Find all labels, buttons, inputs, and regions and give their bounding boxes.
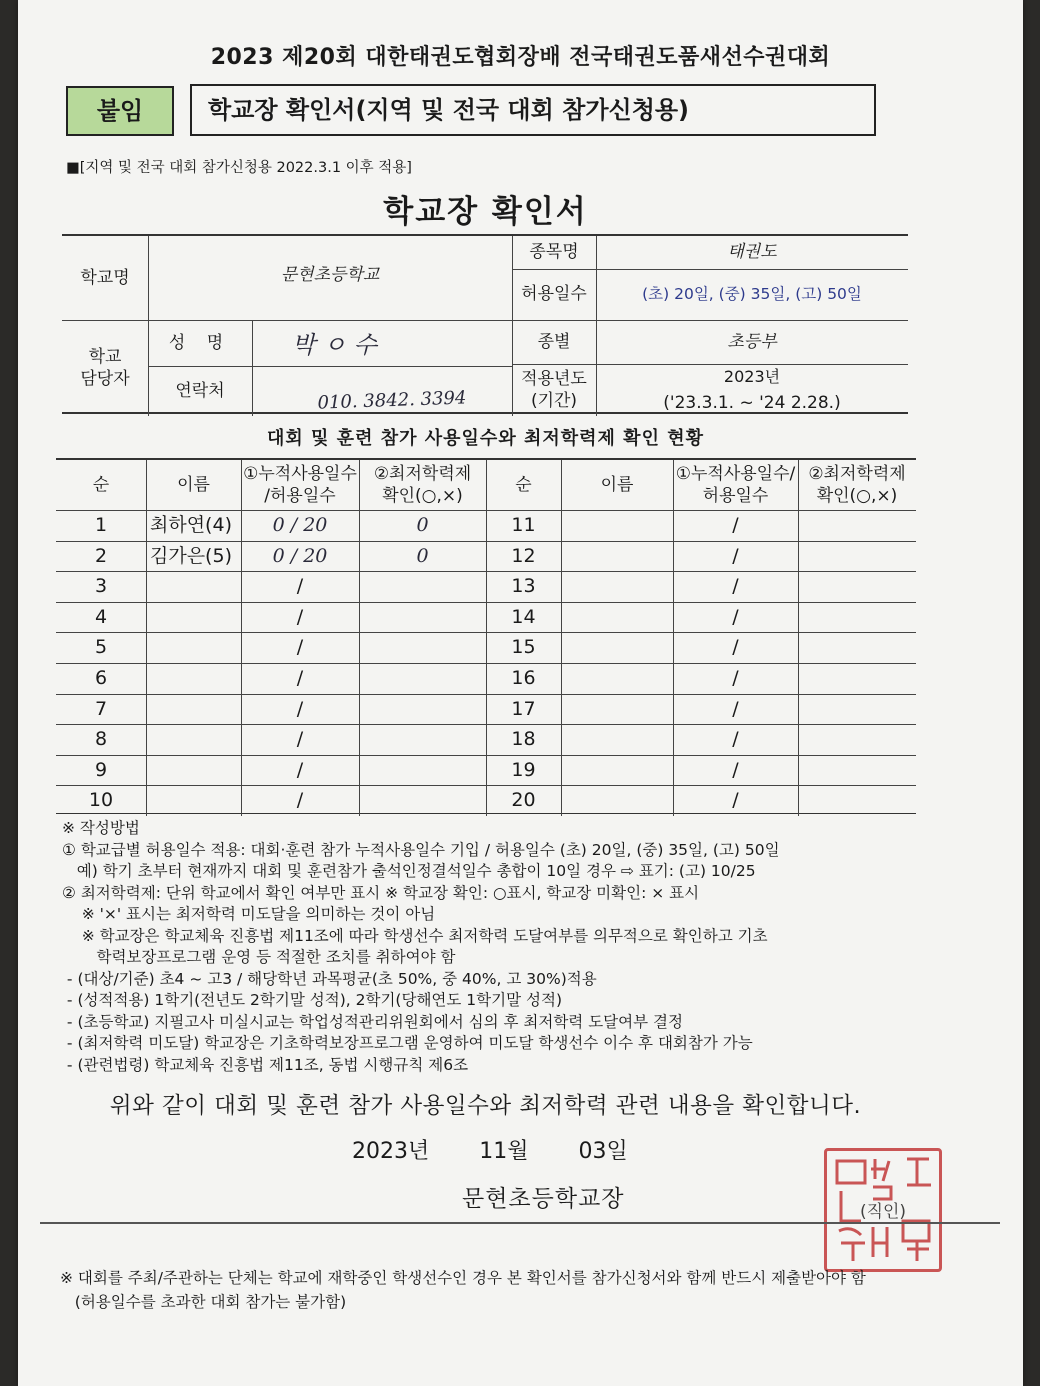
instruction-line: ※ '×' 표시는 최저학력 미도달을 의미하는 것이 아님 [62,905,436,923]
table-header-cell: ②최저학력제 확인(○,×) [373,463,472,506]
date-day: 03일 [578,1139,628,1164]
table-header-cell: 이름 [177,474,210,495]
row-no-cell: 4 [94,605,108,628]
instruction-line: - (관련법령) 학교체육 진흥법 제11조, 동법 시행규칙 제6조 [62,1055,469,1074]
row-check-cell [798,785,916,816]
instruction-line: ② 최저학력제: 단위 학교에서 확인 여부만 표시 ※ 학교장 확인: ○표시, 학교장 미확인: × 표시 [62,883,700,902]
row-no-cell: 5 [94,636,108,659]
school-name-label: 학교명 [80,267,130,288]
seal-label: (직인) [859,1202,907,1222]
apply-period-value: ('23.3.1. ~ '24 2.28.) [663,392,841,413]
row-no-cell: 15 [511,636,536,659]
allowed-days-label: 허용일수 [521,284,587,305]
row-no-cell: 1 [94,513,108,536]
instruction-line: 학력보장프로그램 운영 등 적절한 조치를 취하여야 함 [62,948,456,966]
row-no-cell: 20 [511,789,536,812]
confirmation-statement: 위와 같이 대회 및 훈련 참가 사용일수와 최저학력 관련 내용을 확인합니다. [109,1093,862,1119]
row-no-cell: 9 [94,758,108,781]
row-name-cell [561,663,673,694]
row-no-cell: 11 [511,513,536,536]
official-seal-stamp [824,1148,942,1272]
attachment-tag: 붙임 [66,86,174,136]
category-value: 초등부 [727,331,777,352]
row-no-cell: 18 [511,728,536,751]
row-name-cell [146,602,241,633]
usage-status-table [56,458,916,814]
row-days-cell: / [732,575,739,598]
row-days-cell: / [732,758,739,781]
row-no-cell: 17 [511,697,536,720]
footer-line: (허용일수를 초과한 대회 참가는 불가함) [60,1293,347,1311]
row-days-cell: 0 / 20 [272,544,328,567]
row-check-cell [798,724,916,755]
row-check-cell [798,541,916,572]
row-days-cell: / [732,697,739,720]
footer-line: ※ 대회를 주최/주관하는 단체는 학교에 재학중인 학생선수인 경우 본 확인서를 참가신청서와 함께 반드시 제출받아야 함 [60,1269,866,1287]
row-name-cell: 최하연(4) [150,513,232,536]
row-name-cell [561,541,673,572]
manager-contact-value: 010. 3842. 3394 [317,387,467,414]
row-no-cell: 13 [511,575,536,598]
row-no-cell: 12 [511,544,536,567]
row-check-cell [359,724,486,755]
row-days-cell: / [296,666,304,689]
row-check-cell [798,510,916,541]
instruction-line: - (초등학교) 지필고사 미실시교는 학업성적관리위원회에서 심의 후 최저학력 도달여부 결정 [62,1012,683,1031]
footer-notice [60,1266,866,1314]
row-name-cell: 김가은(5) [150,544,232,567]
instruction-line: 예) 학기 초부터 현재까지 대회 및 훈련참가 출석인정결석일수 총합이 10일 경우 ⇨ 표기: (고) 10/25 [62,862,756,880]
writing-instructions [62,818,962,1076]
row-days-cell: / [296,575,304,598]
row-name-cell [561,571,673,602]
row-days-cell: / [732,789,739,812]
row-days-cell: / [296,758,304,781]
allowed-days-value: (초) 20일, (중) 35일, (고) 50일 [642,285,862,304]
row-days-cell: / [296,728,304,751]
date-month: 11월 [479,1139,529,1164]
row-no-cell: 8 [94,728,108,751]
instruction-line: - (최저학력 미도달) 학교장은 기초학력보장프로그램 운영하여 미도달 학생선수 이수 후 대회참가 가능 [62,1034,753,1052]
event-label: 종목명 [529,242,579,263]
row-check-cell [798,632,916,663]
row-check-cell [359,571,486,602]
table-header-cell: 순 [515,474,532,495]
table-header-cell: 순 [92,474,110,495]
row-no-cell: 3 [94,575,108,598]
row-name-cell [561,602,673,633]
row-check-cell [798,755,916,786]
row-no-cell: 2 [94,544,108,567]
school-info-table [62,234,908,414]
row-name-cell [146,632,241,663]
row-check-cell [798,571,916,602]
row-check-cell: 0 [416,544,429,567]
row-days-cell: / [296,697,304,720]
row-name-cell [146,785,241,816]
row-name-cell [561,755,673,786]
table-header-cell: ①누적사용일수 /허용일수 [243,463,357,506]
manager-name-value: 박 ㅇ 수 [292,331,377,360]
category-label: 종별 [537,331,571,352]
row-days-cell: / [296,789,304,812]
instruction-line: - (성적적용) 1학기(전년도 2학기말 성적), 2학기(당해연도 1학기말 성적) [62,991,562,1009]
row-name-cell [146,694,241,725]
row-check-cell [359,602,486,633]
table-header-cell: ②최저학력제 확인(○,×) [808,463,906,506]
row-days-cell: / [732,544,739,567]
row-check-cell [798,602,916,633]
instruction-line: ① 학교급별 허용일수 적용: 대회·훈련 참가 누적사용일수 기입 / 허용일수 (초) 20일, (중) 35일, (고) 50일 [62,840,780,859]
manager-name-label: 성 명 [168,332,232,353]
row-name-cell [561,632,673,663]
event-value: 태권도 [727,242,777,263]
document-paper [18,0,1023,1386]
row-name-cell [561,785,673,816]
row-days-cell: / [732,605,739,628]
row-no-cell: 16 [511,666,536,689]
signing-date [352,1134,628,1165]
instruction-line: ※ 학교장은 학교체육 진흥법 제11조에 따라 학생선수 최저학력 도달여부를 의무적으로 확인하고 기초 [62,926,768,945]
row-check-cell [359,755,486,786]
row-name-cell [561,510,673,541]
table-header-cell: ①누적사용일수/ 허용일수 [675,463,796,506]
row-check-cell: 0 [416,513,429,536]
row-days-cell: / [732,636,739,659]
row-no-cell: 10 [88,789,114,812]
row-no-cell: 6 [94,666,108,689]
row-days-cell: 0 / 20 [272,513,328,536]
row-name-cell [146,571,241,602]
table-header-cell: 이름 [600,474,634,495]
apply-year-label: 적용년도 (기간) [521,368,587,411]
date-year: 2023년 [352,1139,430,1164]
row-name-cell [561,724,673,755]
apply-year-value: 2023년 [723,366,781,386]
divider [40,1222,1000,1224]
row-name-cell [561,694,673,725]
row-name-cell [146,663,241,694]
instruction-line: ※ 작성방법 [62,819,140,837]
row-check-cell [359,785,486,816]
row-days-cell: / [296,605,304,628]
row-check-cell [359,694,486,725]
applicability-notice: ■[지역 및 전국 대회 참가신청용 2022.3.1 이후 적용] [66,160,412,176]
row-name-cell [146,724,241,755]
document-type-title: 학교장 확인서(지역 및 전국 대회 참가신청용) [190,84,876,136]
row-check-cell [798,694,916,725]
row-days-cell: / [296,636,304,659]
seal-icon [827,1151,939,1269]
row-days-cell: / [732,513,739,536]
row-no-cell: 7 [94,697,108,720]
instruction-line: - (대상/기준) 초4 ~ 고3 / 해당학년 과목평균(초 50%, 중 40%, 고 30%)적용 [62,969,597,988]
main-title: 학교장 확인서 [383,194,588,230]
row-check-cell [359,632,486,663]
row-no-cell: 14 [511,605,536,628]
row-name-cell [146,755,241,786]
row-days-cell: / [732,666,739,689]
competition-title: 2023 제20회 대한태권도협회장배 전국태권도품새선수권대회 [210,45,831,70]
manager-label: 학교 담당자 [80,346,130,389]
school-name-value: 문현초등학교 [280,264,380,285]
row-no-cell: 19 [511,758,536,781]
usage-section-title: 대회 및 훈련 참가 사용일수와 최저학력제 확인 현황 [266,428,704,449]
row-check-cell [798,663,916,694]
row-check-cell [359,663,486,694]
principal-title: 문현초등학교장 [462,1186,625,1212]
manager-contact-label: 연락처 [175,380,225,401]
row-days-cell: / [732,728,739,751]
